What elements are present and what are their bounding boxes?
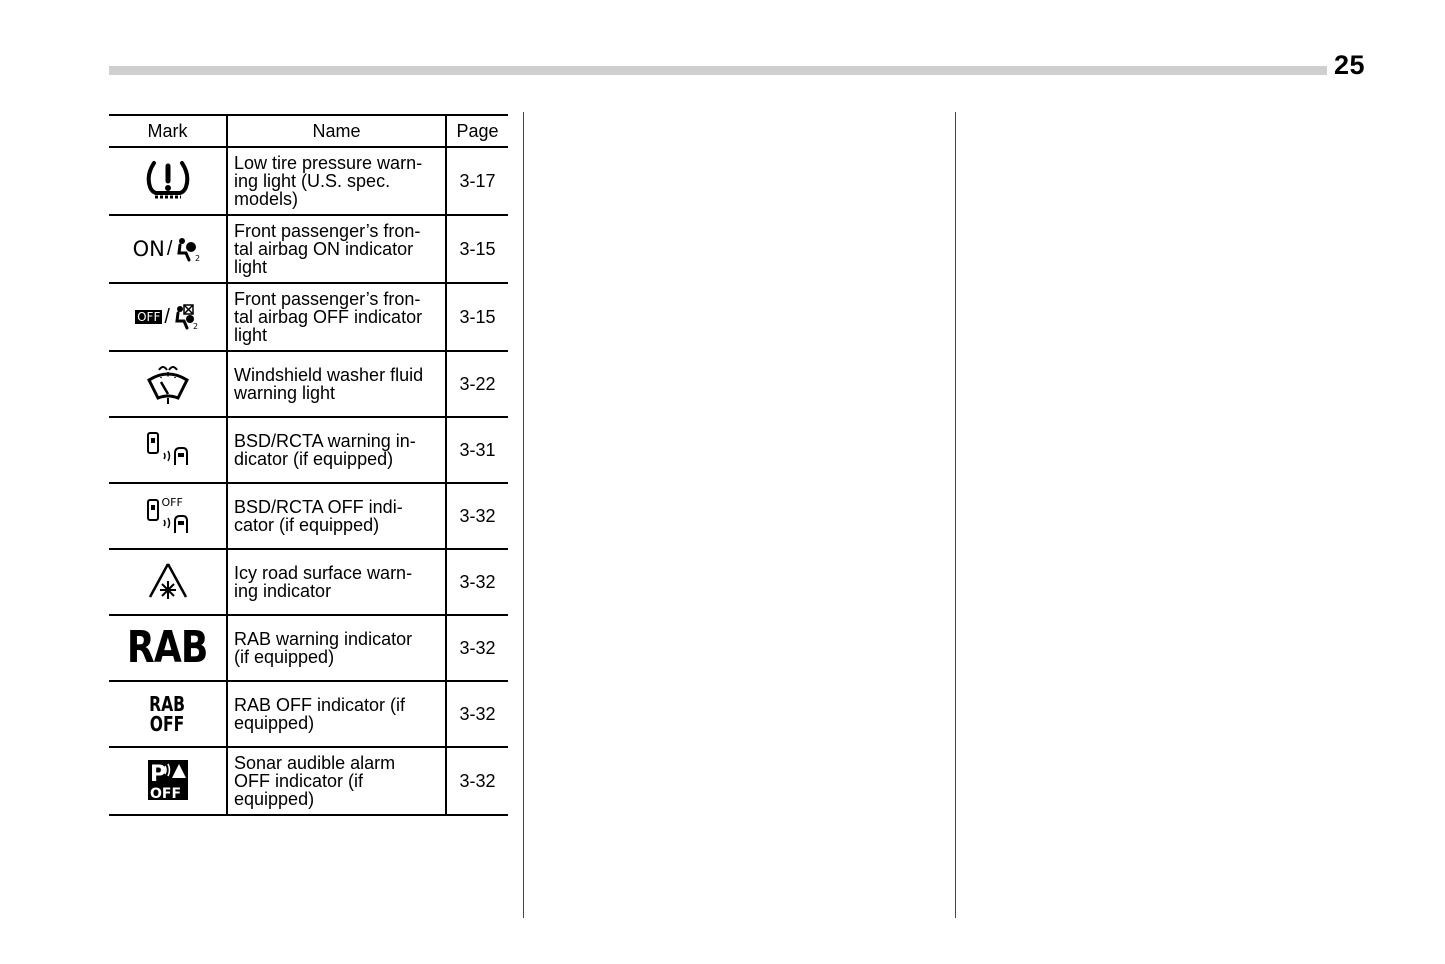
indicator-name: Low tire pressure warn- ing light (U.S. spec. models) [234, 153, 423, 209]
airbag-on-icon: ON / 2 [132, 237, 201, 262]
name-cell [227, 549, 446, 615]
airbag-off-icon: OFF / 2 [137, 306, 198, 330]
name-cell [227, 351, 446, 417]
header-mark: Mark [109, 115, 227, 147]
indicator-name: BSD/RCTA OFF indi- cator (if equipped) [234, 497, 403, 535]
svg-text:2: 2 [192, 322, 198, 330]
rab-off-line2: OFF [150, 712, 185, 736]
rab-warning-icon: RAB [127, 622, 208, 673]
rab-off-line1: RAB [149, 692, 186, 716]
sonar-alarm-off-icon [148, 760, 188, 800]
mark-cell [109, 417, 227, 483]
mark-cell [109, 615, 227, 681]
header-name: Name [227, 115, 446, 147]
seated-passenger-icon [174, 236, 202, 262]
column-divider [523, 112, 524, 918]
page-cell: 3-32 [446, 747, 508, 815]
page-number: 25 [1334, 50, 1366, 80]
mark-cell [109, 747, 227, 815]
name-cell [227, 747, 446, 815]
page-cell: 3-32 [446, 549, 508, 615]
header-page: Page [446, 115, 508, 147]
bsd-rcta-warning-icon [145, 431, 191, 467]
table-row [109, 681, 508, 747]
airbag-on-text: ON [132, 237, 165, 261]
name-cell [227, 681, 446, 747]
mark-cell [109, 549, 227, 615]
bsd-rcta-off-icon [145, 496, 191, 534]
seated-passenger-crossed-icon [172, 304, 200, 330]
header-bar [109, 66, 1327, 75]
indicator-name: Icy road surface warn- ing indicator [234, 563, 413, 601]
mark-cell [109, 283, 227, 351]
indicator-name: Front passenger’s fron- tal airbag OFF indicator light [234, 289, 423, 345]
table-header-row [109, 115, 508, 147]
table-row [109, 147, 508, 215]
column-divider [955, 112, 956, 918]
indicator-name: Windshield washer fluid warning light [234, 365, 424, 403]
page-cell: 3-15 [446, 283, 508, 351]
page-cell: 3-32 [446, 483, 508, 549]
name-cell [227, 215, 446, 283]
table-row [109, 615, 508, 681]
tire-pressure-warning-icon [144, 157, 192, 203]
mark-cell [109, 483, 227, 549]
name-cell [227, 283, 446, 351]
table-row [109, 283, 508, 351]
indicator-name: BSD/RCTA warning in- dicator (if equipped) [234, 431, 416, 469]
indicator-name: RAB OFF indicator (if equipped) [234, 695, 406, 733]
washer-fluid-icon [145, 360, 191, 406]
mark-cell [109, 351, 227, 417]
sonar-off-text: OFF [149, 785, 181, 800]
name-cell [227, 615, 446, 681]
name-cell [227, 483, 446, 549]
bsd-off-text: OFF [161, 495, 183, 509]
name-cell [227, 147, 446, 215]
table-row [109, 351, 508, 417]
page-cell: 3-32 [446, 615, 508, 681]
indicator-name: Front passenger’s fron- tal airbag ON indicator light [234, 221, 421, 277]
page-cell: 3-32 [446, 681, 508, 747]
table-row [109, 549, 508, 615]
page-cell: 3-15 [446, 215, 508, 283]
sonar-p-text: P [149, 761, 166, 787]
page-cell: 3-31 [446, 417, 508, 483]
page-cell: 3-22 [446, 351, 508, 417]
icy-road-icon [146, 561, 190, 601]
indicator-name: RAB warning indicator (if equipped) [234, 629, 413, 667]
table-row [109, 747, 508, 815]
page-cell: 3-17 [446, 147, 508, 215]
svg-text:2: 2 [195, 254, 201, 262]
rab-off-icon [150, 694, 186, 734]
airbag-off-text: OFF [137, 310, 161, 324]
table-row [109, 483, 508, 549]
mark-cell [109, 681, 227, 747]
table-row [109, 215, 508, 283]
mark-cell [109, 215, 227, 283]
indicator-name: Sonar audible alarm OFF indicator (if equipped) [234, 753, 396, 809]
name-cell [227, 417, 446, 483]
mark-cell [109, 147, 227, 215]
indicator-table [109, 114, 508, 816]
table-row [109, 417, 508, 483]
